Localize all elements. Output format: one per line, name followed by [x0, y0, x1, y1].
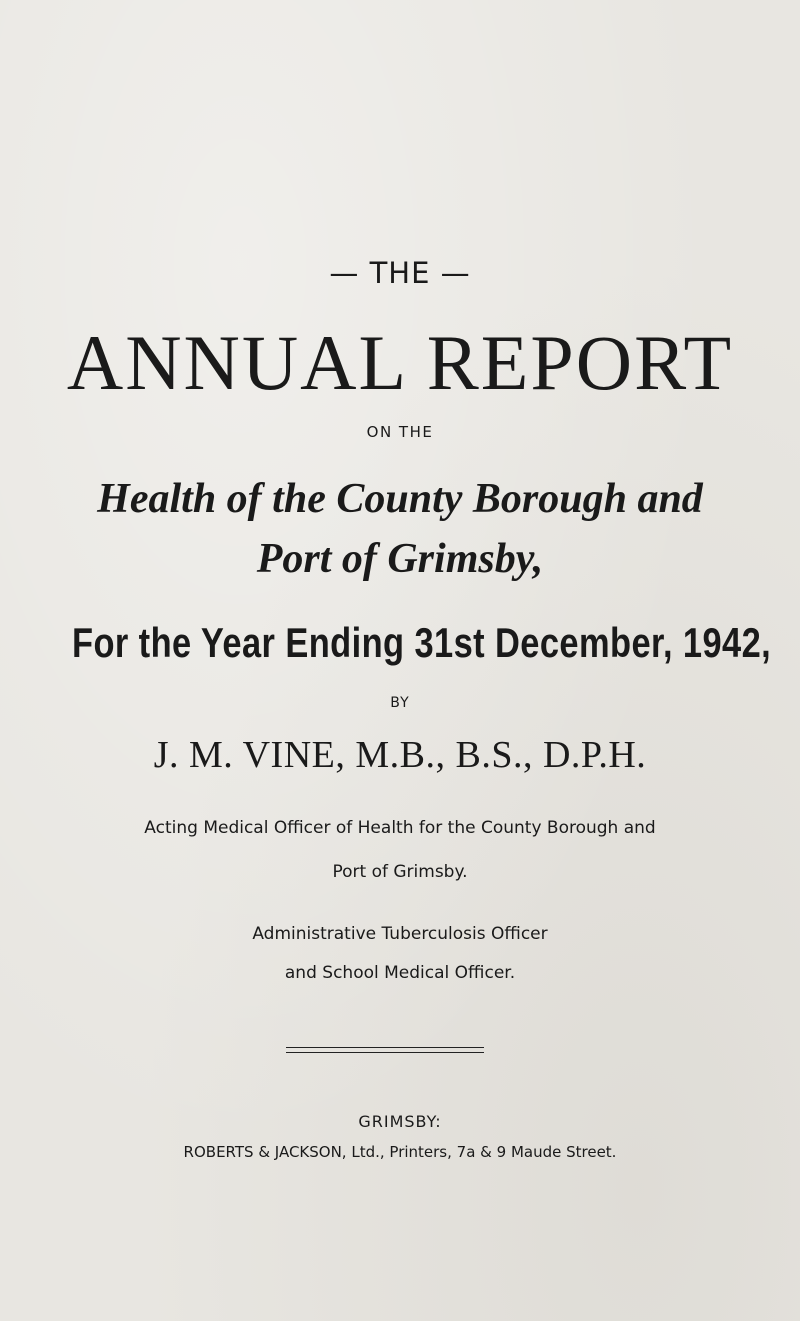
divider-rule-top	[286, 1047, 484, 1048]
role-line-4: and School Medical Officer.	[284, 963, 516, 983]
annual-report-heading: ANNUAL REPORT	[66, 319, 734, 406]
year-ending-line: For the Year Ending 31st December, 1942,	[72, 619, 772, 666]
role-line-2: Port of Grimsby.	[332, 862, 468, 882]
role-line-3: Administrative Tuberculosis Officer	[252, 924, 548, 944]
the-heading: — THE —	[329, 256, 471, 290]
author-name: J. M. VINE, M.B., B.S., D.P.H.	[153, 734, 647, 776]
imprint-place: GRIMSBY:	[358, 1112, 442, 1131]
role-line-1: Acting Medical Officer of Health for the County Borough and	[144, 818, 656, 838]
by-label: BY	[390, 695, 410, 711]
subject-line-1: Health of the County Borough and	[97, 476, 703, 522]
divider-rule-bottom	[286, 1052, 484, 1053]
imprint-printer: ROBERTS & JACKSON, Ltd., Printers, 7a & 9 Maude Street.	[183, 1143, 617, 1161]
on-the-label: ON THE	[366, 423, 434, 441]
subject-line-2: Port of Grimsby,	[256, 536, 544, 582]
